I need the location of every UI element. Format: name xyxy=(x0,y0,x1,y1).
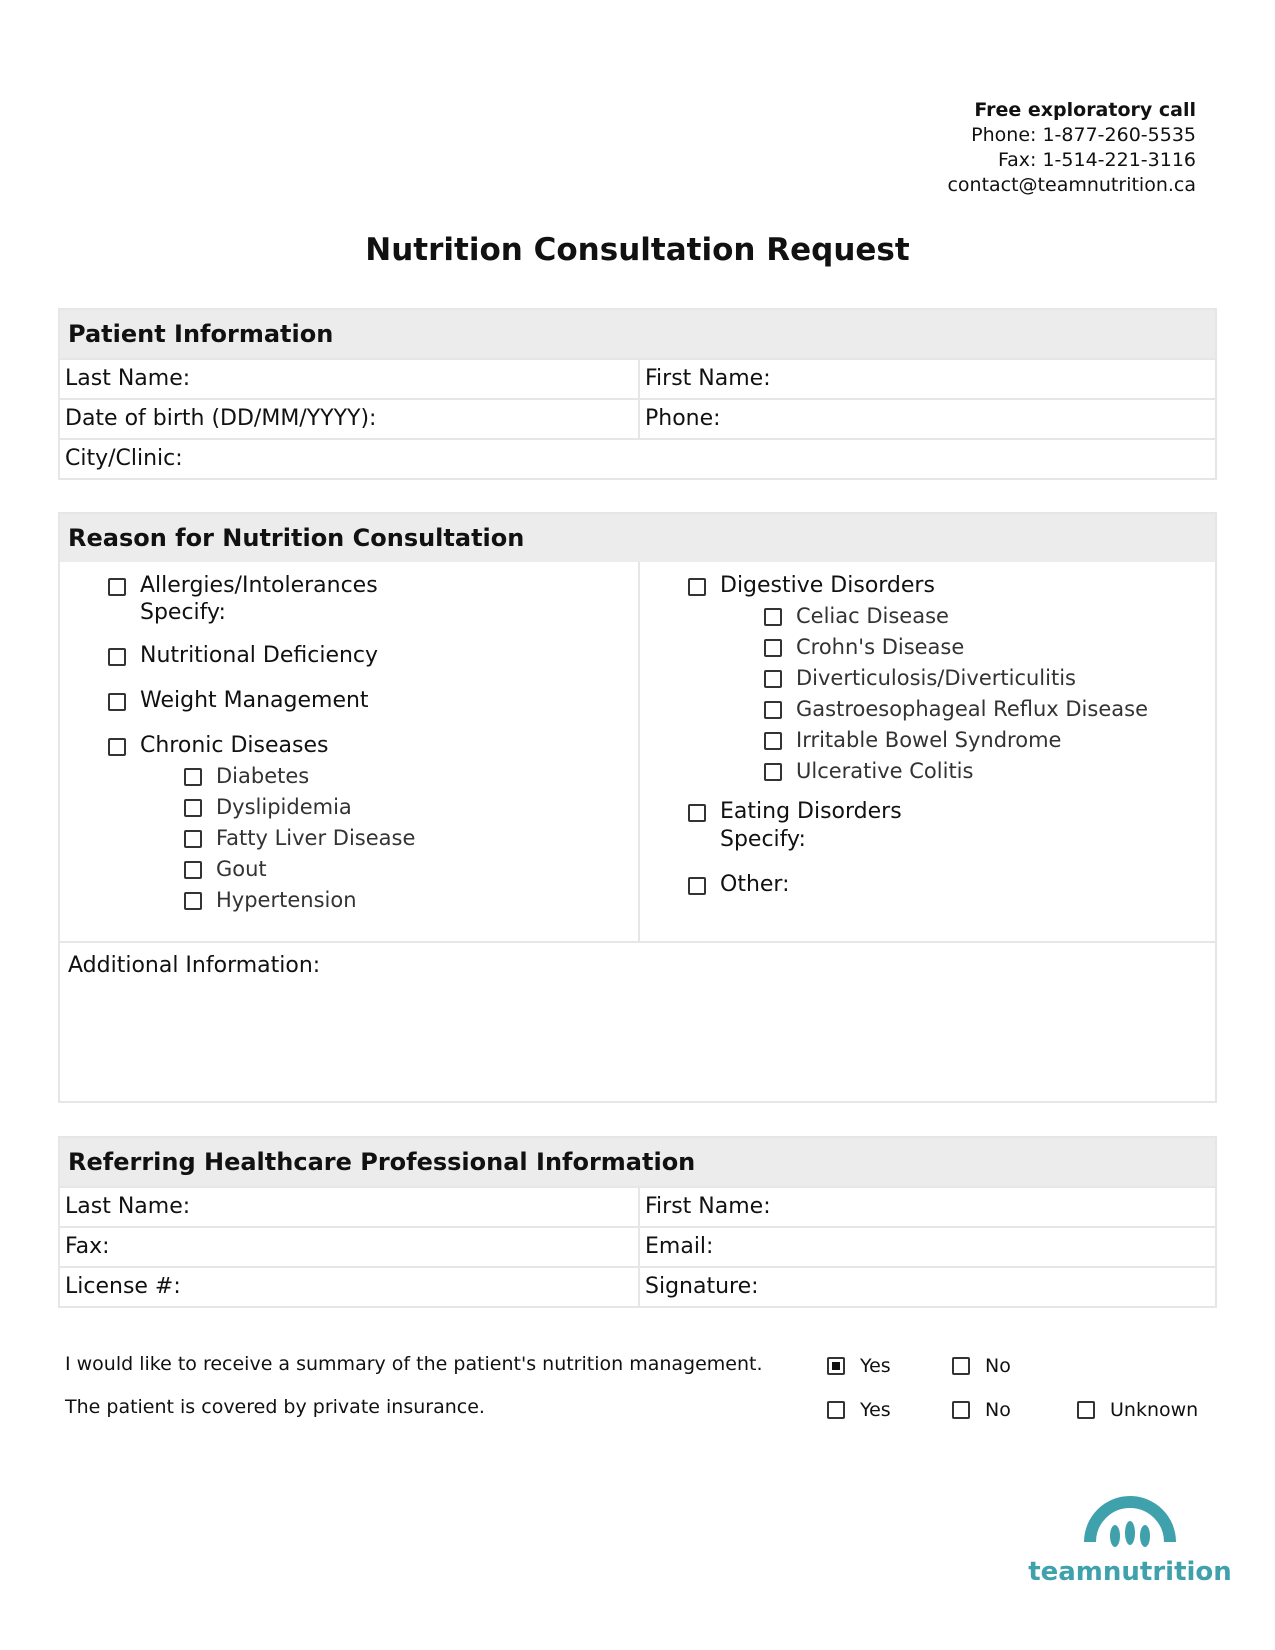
deficiency-checkbox[interactable] xyxy=(108,648,126,666)
referrer-signature-field[interactable]: Signature: xyxy=(638,1268,1215,1306)
additional-info-field[interactable] xyxy=(60,941,1215,1101)
chronic-label: Chronic Diseases xyxy=(140,733,329,758)
other-checkbox[interactable] xyxy=(688,877,706,895)
ulcerative-colitis-label: Ulcerative Colitis xyxy=(796,759,974,783)
reason-section xyxy=(58,512,1217,1103)
patient-city-field[interactable]: City/Clinic: xyxy=(65,446,183,471)
patient-phone-field[interactable]: Phone: xyxy=(638,400,1215,438)
insurance-unknown-label: Unknown xyxy=(1110,1399,1199,1421)
dyslipidemia-label: Dyslipidemia xyxy=(216,795,352,819)
eating-disorders-label: Eating Disorders xyxy=(720,799,902,824)
insurance-yes-label: Yes xyxy=(860,1399,891,1421)
insurance-yes-checkbox[interactable] xyxy=(827,1401,845,1419)
referrer-email-field[interactable]: Email: xyxy=(638,1228,1215,1266)
dyslipidemia-checkbox[interactable] xyxy=(184,799,202,817)
ibs-checkbox[interactable] xyxy=(764,732,782,750)
allergies-specify-label: Specify: xyxy=(140,600,226,625)
gout-label: Gout xyxy=(216,857,267,881)
patient-info-heading: Patient Information xyxy=(60,310,1215,358)
weight-checkbox[interactable] xyxy=(108,693,126,711)
eating-specify-label: Specify: xyxy=(720,827,806,852)
contact-fax: Fax: 1-514-221-3116 xyxy=(997,149,1196,171)
patient-first-name-field[interactable]: First Name: xyxy=(638,360,1215,398)
gerd-checkbox[interactable] xyxy=(764,701,782,719)
allergies-checkbox[interactable] xyxy=(108,578,126,596)
summary-no-checkbox[interactable] xyxy=(952,1357,970,1375)
referrer-first-name-field[interactable]: First Name: xyxy=(638,1188,1215,1226)
reason-left-column xyxy=(60,562,638,941)
additional-info-label: Additional Information: xyxy=(68,953,321,978)
gerd-label: Gastroesophageal Reflux Disease xyxy=(796,697,1148,721)
referrer-fax-field[interactable]: Fax: xyxy=(65,1234,110,1259)
crohns-checkbox[interactable] xyxy=(764,639,782,657)
fatty-liver-label: Fatty Liver Disease xyxy=(216,826,416,850)
diabetes-checkbox[interactable] xyxy=(184,768,202,786)
referrer-license-field[interactable]: License #: xyxy=(65,1274,181,1299)
referrer-section xyxy=(58,1136,1217,1308)
contact-heading: Free exploratory call xyxy=(974,99,1196,121)
patient-info-section xyxy=(58,308,1217,480)
summary-question: I would like to receive a summary of the patient's nutrition management. xyxy=(65,1353,763,1375)
page-title: Nutrition Consultation Request xyxy=(365,232,910,268)
digestive-label: Digestive Disorders xyxy=(720,573,935,598)
deficiency-label: Nutritional Deficiency xyxy=(140,643,379,668)
eating-disorders-checkbox[interactable] xyxy=(688,804,706,822)
summary-no-label: No xyxy=(985,1355,1011,1377)
reason-right-column xyxy=(638,562,1215,941)
contact-phone: Phone: 1-877-260-5535 xyxy=(971,124,1196,146)
summary-yes-checkbox[interactable] xyxy=(827,1357,845,1375)
ulcerative-colitis-checkbox[interactable] xyxy=(764,763,782,781)
insurance-no-checkbox[interactable] xyxy=(952,1401,970,1419)
celiac-checkbox[interactable] xyxy=(764,608,782,626)
patient-dob-field[interactable]: Date of birth (DD/MM/YYYY): xyxy=(65,406,377,431)
crohns-label: Crohn's Disease xyxy=(796,635,965,659)
gout-checkbox[interactable] xyxy=(184,861,202,879)
celiac-label: Celiac Disease xyxy=(796,604,949,628)
referrer-last-name-field[interactable]: Last Name: xyxy=(65,1194,191,1219)
reason-heading: Reason for Nutrition Consultation xyxy=(60,514,1215,562)
contact-email[interactable]: contact@teamnutrition.ca xyxy=(947,174,1196,196)
weight-label: Weight Management xyxy=(140,688,369,713)
hypertension-label: Hypertension xyxy=(216,888,357,912)
hypertension-checkbox[interactable] xyxy=(184,892,202,910)
chronic-checkbox[interactable] xyxy=(108,738,126,756)
diabetes-label: Diabetes xyxy=(216,764,310,788)
insurance-unknown-checkbox[interactable] xyxy=(1077,1401,1095,1419)
logo-text: teamnutrition xyxy=(1028,1557,1232,1587)
insurance-no-label: No xyxy=(985,1399,1011,1421)
teamnutrition-logo xyxy=(1028,1480,1232,1590)
fatty-liver-checkbox[interactable] xyxy=(184,830,202,848)
patient-last-name-field[interactable]: Last Name: xyxy=(65,366,191,391)
ibs-label: Irritable Bowel Syndrome xyxy=(796,728,1062,752)
digestive-checkbox[interactable] xyxy=(688,578,706,596)
diverticulosis-label: Diverticulosis/Diverticulitis xyxy=(796,666,1076,690)
diverticulosis-checkbox[interactable] xyxy=(764,670,782,688)
other-label: Other: xyxy=(720,872,790,897)
insurance-question: The patient is covered by private insurance. xyxy=(65,1396,485,1418)
summary-yes-label: Yes xyxy=(860,1355,891,1377)
logo-arch-icon xyxy=(1028,1480,1232,1590)
referrer-heading: Referring Healthcare Professional Information xyxy=(60,1138,1215,1186)
contact-block xyxy=(947,98,1196,198)
allergies-label: Allergies/Intolerances xyxy=(140,573,378,598)
